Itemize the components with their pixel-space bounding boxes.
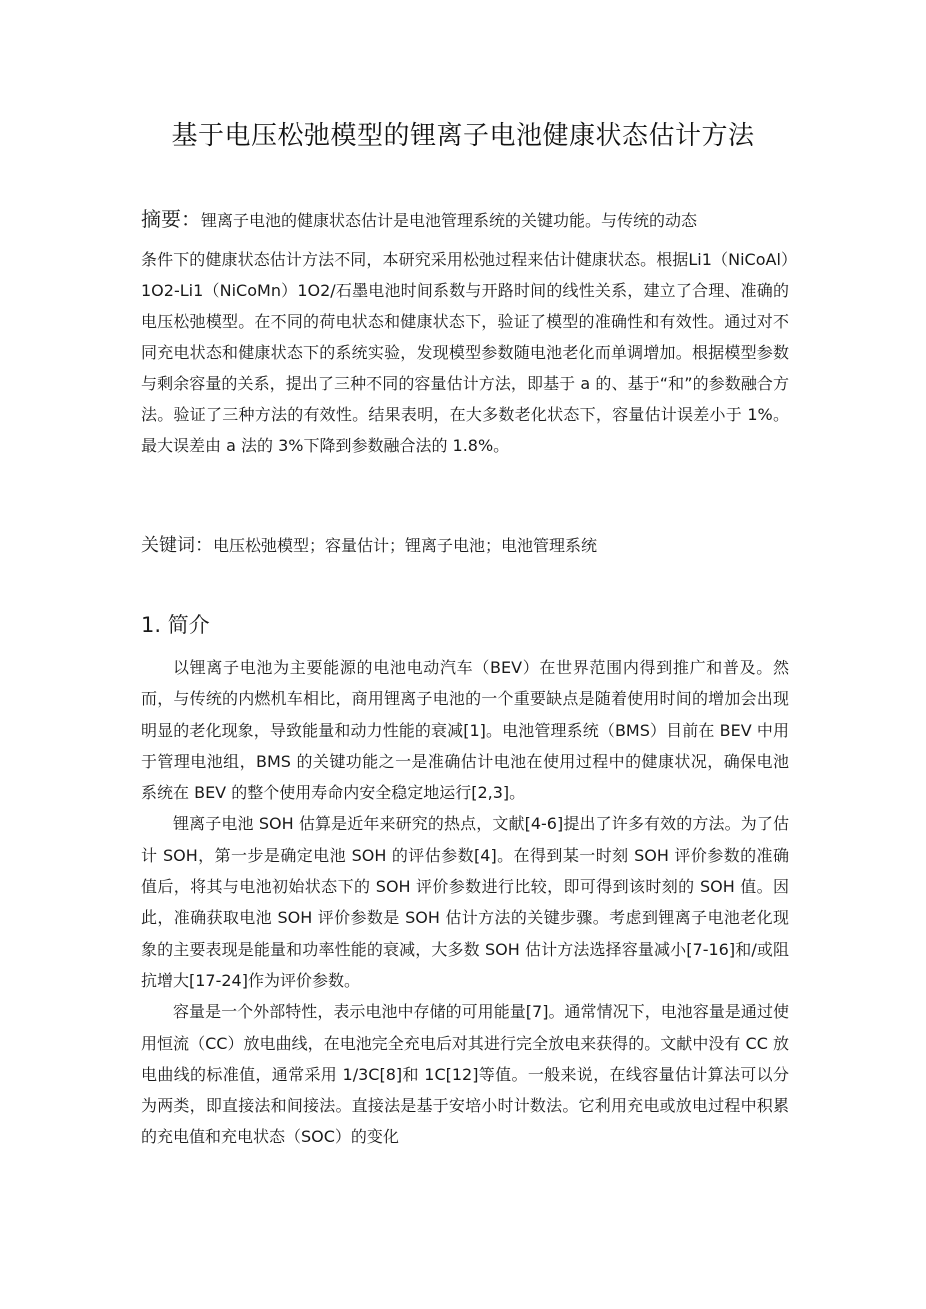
section-body: [141, 652, 789, 1153]
paragraph: 以锂离子电池为主要能源的电池电动汽车（BEV）在世界范围内得到推广和普及。然而，与传统的内燃机车相比，商用锂离子电池的一个重要缺点是随着使用时间的增加会出现明显的老化现象，导致能量和动力性能的衰减[1]。电池管理系统（BMS）目前在 BEV 中用于管理电池组，BMS 的关键功能之一是准确估计电池在使用过程中的健康状况，确保电池系统在 BEV 的整个使用寿命内安全稳定地运行[2,3]。: [141, 658, 789, 803]
paragraph: 容量是一个外部特性，表示电池中存储的可用能量[7]。通常情况下，电池容量是通过使用恒流（CC）放电曲线，在电池完全充电后对其进行完全放电来获得的。文献中没有 CC 放电曲线的标准值，通常采用 1/3C[8]和 1C[12]等值。一般来说，在线容量估计算法可以分为两类，即直接法和间接法。直接法是基于安培小时计数法。它利用充电或放电过程中积累的充电值和充电状态（SOC）的变化: [141, 1002, 789, 1147]
keywords-label: 关键词：: [141, 535, 213, 556]
abstract: [141, 198, 789, 461]
abstract-label: 摘要：: [141, 207, 201, 231]
paragraph: 锂离子电池 SOH 估算是近年来研究的热点，文献[4-6]提出了许多有效的方法。为了估计 SOH，第一步是确定电池 SOH 的评估参数[4]。在得到某一时刻 SOH 评价参数的准确值后，将其与电池初始状态下的 SOH 评价参数进行比较，即可得到该时刻的 SOH 值。因此，准确获取电池 SOH 评价参数是 SOH 估计方法的关键步骤。考虑到锂离子电池老化现象的主要表现是能量和功率性能的衰减，大多数 SOH 估计方法选择容量减小[7-16]和/或阻抗增大[17-24]作为评价参数。: [141, 814, 789, 990]
abstract-first-line-text: 锂离子电池的健康状态估计是电池管理系统的关键功能。与传统的动态: [201, 211, 698, 230]
abstract-first-line: [141, 198, 789, 242]
section-heading-introduction: 1. 简介: [141, 613, 210, 637]
paper-title: 基于电压松弛模型的锂离子电池健康状态估计方法: [171, 121, 755, 151]
abstract-text: 条件下的健康状态估计方法不同，本研究采用松弛过程来估计健康状态。根据Li1（NiCoAl）1O2-Li1（NiCoMn）1O2/石墨电池时间系数与开路时间的线性关系，建立了合理、准确的电压松弛模型。在不同的荷电状态和健康状态下，验证了模型的准确性和有效性。通过对不同充电状态和健康状态下的系统实验，发现模型参数随电池老化而单调增加。根据模型参数与剩余容量的关系，提出了三种不同的容量估计方法，即基于 a 的、基于“和”的参数融合方法。验证了三种方法的有效性。结果表明，在大多数老化状态下，容量估计误差小于 1%。最大误差由 a 法的 3%下降到参数融合法的 1.8%。: [141, 250, 789, 455]
keywords-text: 电压松弛模型；容量估计；锂离子电池；电池管理系统: [213, 536, 598, 555]
keywords: [141, 530, 789, 562]
